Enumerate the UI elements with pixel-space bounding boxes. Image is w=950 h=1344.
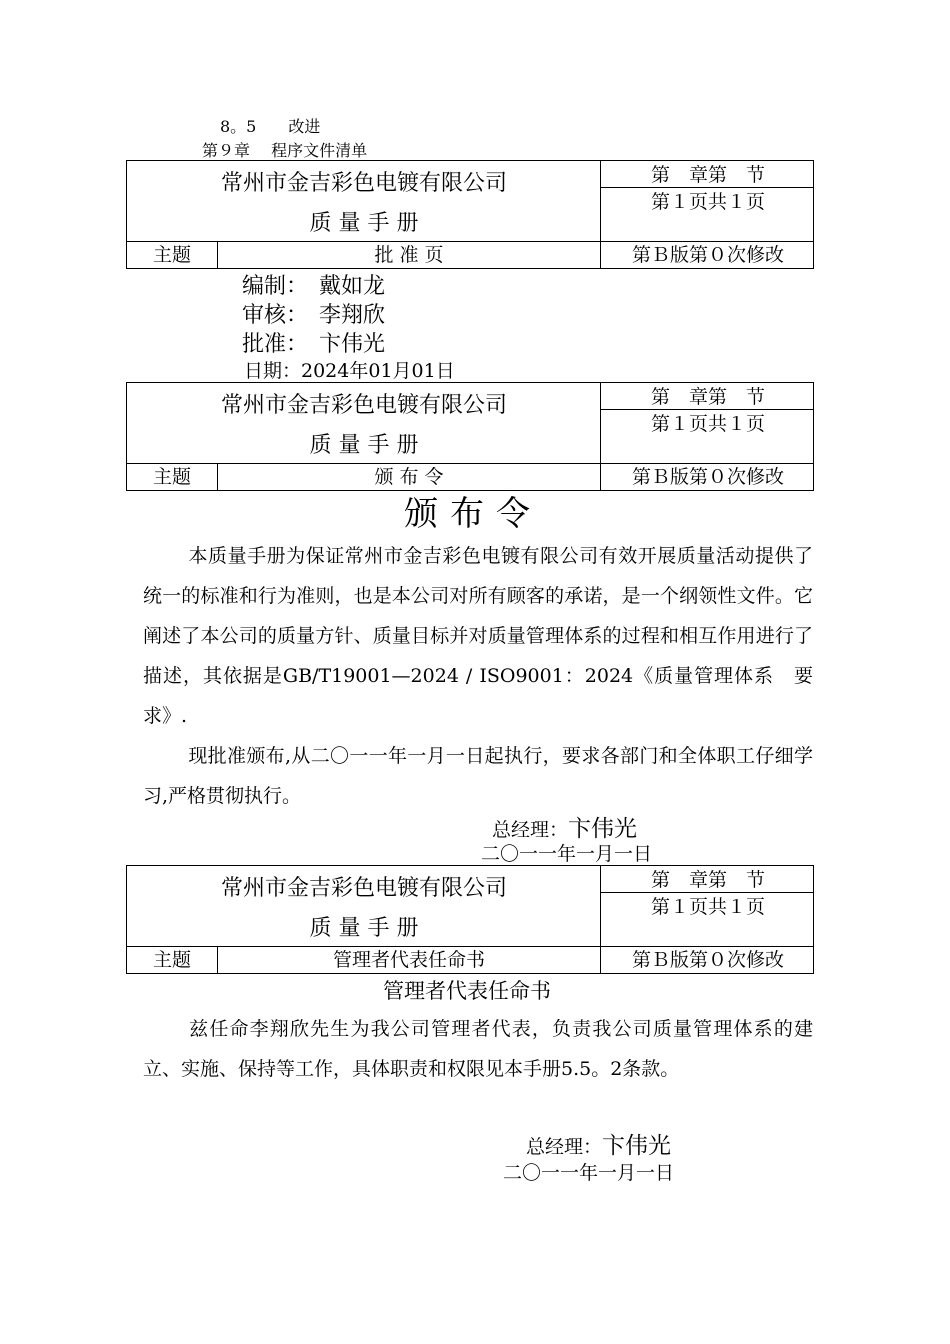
manual-title: 质 量 手 册 (309, 211, 419, 236)
signer-label: 总经理： (526, 1136, 603, 1158)
appointment-paragraph-text: 兹任命李翔欣先生为我公司管理者代表，负责我公司质量管理体系的建立、实施、保持等工作，具体职责和权限见本手册5.5。2条款。 (143, 1018, 813, 1080)
subject-label: 主题 (152, 466, 191, 488)
appointment-title: 管理者代表任命书 (383, 979, 551, 1003)
approval-date: 日期：2024年01月01日 (244, 360, 455, 382)
document-header-approval (126, 160, 814, 269)
signer-name: 卞伟光 (602, 1133, 672, 1159)
appointment-paragraph (143, 1009, 813, 1089)
chapter-section: 第 章第 节 (650, 386, 765, 408)
decree-title: 颁布令 (404, 494, 542, 534)
manual-title: 质 量 手 册 (309, 916, 419, 941)
revision-info: 第Ｂ版第０次修改 (631, 466, 784, 488)
appointment-date: 二〇一一年一月一日 (503, 1162, 675, 1184)
subject-value: 管理者代表任命书 (332, 949, 485, 971)
document-header-appointment (126, 865, 814, 974)
page-info: 第１页共１页 (650, 413, 765, 435)
decree-paragraph-2 (143, 736, 813, 816)
appointment-signer (526, 1131, 671, 1162)
toc-item-procedure-list: 第９章 程序文件清单 (202, 141, 368, 160)
page-info: 第１页共１页 (650, 896, 765, 918)
chapter-section: 第 章第 节 (650, 164, 765, 186)
decree-paragraph-2-text: 现批准颁布,从二〇一一年一月一日起执行，要求各部门和全体职工仔细学习,严格贯彻执行。 (143, 745, 813, 807)
prepared-by: 编制： 戴如龙 (242, 274, 386, 299)
page-info: 第１页共１页 (650, 191, 765, 213)
company-name: 常州市金吉彩色电镀有限公司 (220, 171, 507, 196)
toc-item-improvement: 8。5 改进 (220, 117, 321, 136)
subject-value: 批 准 页 (374, 244, 444, 266)
approved-by: 批准： 卞伟光 (242, 332, 386, 357)
manual-title: 质 量 手 册 (309, 433, 419, 458)
company-name: 常州市金吉彩色电镀有限公司 (220, 876, 507, 901)
subject-value: 颁 布 令 (374, 466, 444, 488)
decree-signer (492, 814, 637, 845)
reviewed-by: 审核： 李翔欣 (242, 303, 386, 328)
signer-label: 总经理： (492, 819, 569, 841)
document-header-decree (126, 382, 814, 491)
decree-paragraph-1 (143, 536, 813, 736)
subject-label: 主题 (152, 244, 191, 266)
revision-info: 第Ｂ版第０次修改 (631, 244, 784, 266)
subject-label: 主题 (152, 949, 191, 971)
signer-name: 卞伟光 (568, 816, 638, 842)
chapter-section: 第 章第 节 (650, 869, 765, 891)
revision-info: 第Ｂ版第０次修改 (631, 949, 784, 971)
decree-paragraph-1-text: 本质量手册为保证常州市金吉彩色电镀有限公司有效开展质量活动提供了统一的标准和行为准则，也是本公司对所有顾客的承诺，是一个纲领性文件。它阐述了本公司的质量方针、质量目标并对质量管理体系的过程和相互作用进行了描述，其依据是GB/T19001—2024 / ISO9001：2024《质量管理体系 要求》. (143, 545, 813, 727)
decree-date: 二〇一一年一月一日 (481, 843, 653, 865)
company-name: 常州市金吉彩色电镀有限公司 (220, 393, 507, 418)
